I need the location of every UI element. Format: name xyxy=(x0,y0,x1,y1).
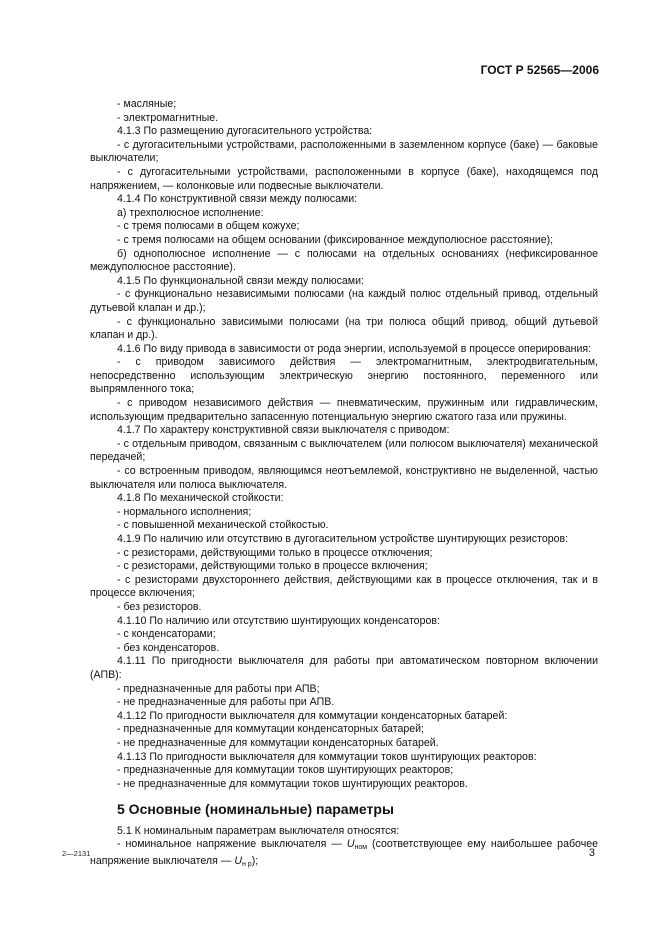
paragraph: 4.1.3 По размещению дугогасительного устройства: xyxy=(117,125,373,138)
voltage-subscript-nom: ном xyxy=(354,844,368,852)
paragraph: 4.1.8 По механической стойкости: xyxy=(117,492,284,505)
paragraph: - предназначенные для работы при АПВ; xyxy=(117,682,320,695)
paragraph: 4.1.4 По конструктивной связи между полюсами: xyxy=(117,193,358,206)
paragraph: 4.1.13 По пригодности выключателя для коммутации токов шунтирующих реакторов: xyxy=(117,750,537,763)
paragraph: - электромагнитные. xyxy=(117,111,219,124)
document-header: ГОСТ Р 52565—2006 xyxy=(480,63,599,77)
paragraph: 4.1.7 По характеру конструктивной связи выключателя с приводом: xyxy=(117,424,450,437)
voltage-symbol: U xyxy=(346,838,355,851)
paragraph: - предназначенные для коммутации токов шунтирующих реакторов; xyxy=(117,764,454,777)
paragraph: 4.1.10 По наличию или отсутствию шунтирующих конденсаторов: xyxy=(117,614,440,627)
paragraph: - не предназначенные для коммутации токов шунтирующих реакторов. xyxy=(117,777,468,790)
paragraph: - с тремя полюсами на общем основании (фиксированное междуполюсное расстояние); xyxy=(117,233,554,246)
section-5-intro: 5.1 К номинальным параметрам выключателя относятся: xyxy=(117,824,400,837)
paragraph: - с резисторами двухстороннего действия, действующими как в процессе отключения, так и в процессе включения; xyxy=(90,573,598,600)
item-text: ); xyxy=(251,855,259,868)
print-code: 2—2131 xyxy=(62,849,91,858)
paragraph: - с резисторами, действующими только в процессе включения; xyxy=(117,560,428,573)
paragraph: 4.1.12 По пригодности выключателя для коммутации конденсаторных батарей: xyxy=(117,709,508,722)
paragraph: - нормального исполнения; xyxy=(117,505,252,518)
paragraph: - не предназначенные для работы при АПВ. xyxy=(117,696,335,709)
nominal-voltage-item xyxy=(90,838,598,871)
paragraph: 4.1.5 По функциональной связи между полюсами: xyxy=(117,274,364,287)
paragraph: - с функционально зависимыми полюсами (на три полюса общий привод, общий дутьевой клапан и др.). xyxy=(90,315,598,342)
page-number: 3 xyxy=(588,847,595,859)
item-text: (соответствующее ему наибольшее рабочее напряжение выключателя — xyxy=(90,838,598,868)
paragraph: 4.1.6 По виду привода в зависимости от рода энергии, используемой в процессе оперирования: xyxy=(117,342,592,355)
item-text: - номинальное напряжение выключателя — xyxy=(117,838,347,851)
paragraph: - с конденсаторами; xyxy=(117,628,216,641)
paragraph: - с резисторами, действующими только в процессе отключения; xyxy=(117,546,433,559)
paragraph: б) однополюсное исполнение — с полюсами на отдельных основаниях (нефиксированное междуполюсное расстояние). xyxy=(90,247,598,274)
paragraph: - без конденсаторов. xyxy=(117,641,220,654)
paragraph: 4.1.9 По наличию или отсутствию в дугогасительном устройстве шунтирующих резисторов: xyxy=(117,533,569,545)
voltage-symbol: U xyxy=(234,855,242,868)
paragraph: - с отдельным приводом, связанным с выключателем (или полюсом выключателя) механической передачей; xyxy=(90,437,598,464)
paragraph: а) трехполюсное исполнение: xyxy=(117,206,264,219)
paragraph: - с дугогасительными устройствами, расположенными в корпусе (баке), находящемся под напряжением, — колонковые или подвесные выключатели. xyxy=(90,165,598,192)
paragraph: - с дугогасительными устройствами, расположенными в заземленном корпусе (баке) — баковые выключатели; xyxy=(90,138,598,165)
paragraph: - с тремя полюсами в общем кожухе; xyxy=(117,220,300,233)
paragraph: - без резисторов. xyxy=(117,600,202,613)
paragraph: - с функционально независимыми полюсами (на каждый полюс отдельный привод, отдельный дутьевой клапан и др.); xyxy=(90,288,598,314)
voltage-subscript-np: н р xyxy=(241,861,252,869)
document-body xyxy=(90,98,598,872)
paragraph: - не предназначенные для коммутации конденсаторных батарей. xyxy=(117,736,439,749)
paragraph: - с приводом независимого действия — пневматическим, пружинным или гидравлическим, использующим предварительно запасенную потенциальную энергию сжатого газа или пружины. xyxy=(90,397,598,423)
paragraph: - предназначенные для коммутации конденсаторных батарей; xyxy=(117,723,424,736)
paragraph: - с повышенной механической стойкостью. xyxy=(117,519,329,532)
paragraph: 4.1.11 По пригодности выключателя для работы при автоматическом повторном включении (АПВ): xyxy=(90,655,598,681)
section-5-title: 5 Основные (номинальные) параметры xyxy=(117,801,394,818)
paragraph: - масляные; xyxy=(117,98,177,110)
paragraph: - со встроенным приводом, являющимся неотъемлемой, конструктивно не выделенной, частью выключателя или полюса выключателя. xyxy=(90,465,598,491)
paragraph: - с приводом зависимого действия — электромагнитным, электродвигательным, непосредственно использующим электрическую энергию постоянного, переменного или выпрямленного тока; xyxy=(90,356,598,396)
